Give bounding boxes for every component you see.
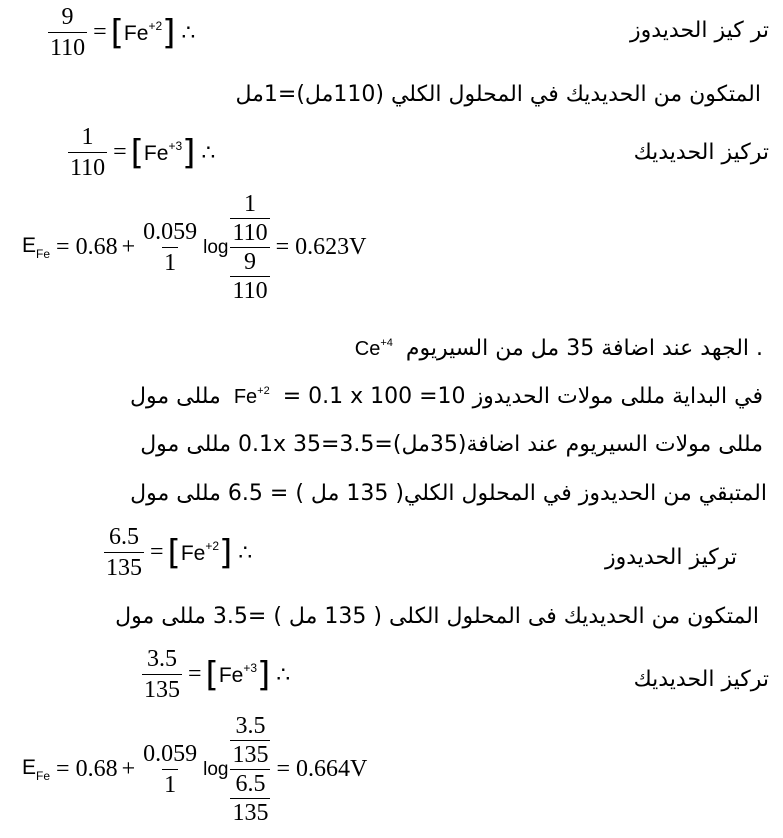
ion-symbol: $Fe^{+2}$ — [123, 19, 163, 45]
potential-symbol: $E_{Fe}$ — [22, 756, 51, 783]
numerator: 1 — [81, 124, 94, 150]
label-ferrous-concentration-2: تركيز الحديدوز — [605, 545, 737, 570]
denominator: 110 — [68, 152, 107, 183]
fe2-concentration-expression-1: $\frac{9}{110}$ = [ $Fe^{+2}$ ] ∴ — [50, 4, 196, 61]
line-cerium-mmol: مللى مولات السيريوم عند اضافة(35مل)=0.1x 35=3.5 مللى مول — [140, 432, 763, 457]
label-ferrous-concentration-1: تر كيز الحديدوز — [630, 18, 769, 43]
fraction: $\frac{3.5}{135}$ — [144, 646, 180, 703]
fe3-concentration-expression-2: $\frac{3.5}{135}$ = [ $Fe^{+3}$ ] ∴ — [144, 646, 291, 703]
fe3-concentration-expression-1: $\frac{1}{110}$ = [ $Fe^{+3}$ ] ∴ — [70, 124, 216, 181]
potential-symbol: $E_{Fe}$ — [22, 234, 51, 261]
line-remaining-ferrous: المتبقي من الحديدوز في المحلول الكلي( 135 مل ) = 6.5 مللى مول — [130, 481, 767, 506]
line-cerium-addition: . الجهد عند اضافة 35 مل من السيريوم $Ce^{+4}$ — [354, 336, 763, 361]
line-ferric-formed-2: المتكون من الحديديك فى المحلول الكلى ( 135 مل ) =3.5 مللى مول — [115, 604, 759, 629]
concentration-ratio: 1 110 9 110 — [232, 191, 268, 304]
concentration-ratio: 3.5 135 6.5 135 — [232, 713, 269, 826]
nernst-factor: $\frac{0.059}{1}$ — [143, 219, 198, 276]
numerator: 9 — [61, 4, 74, 30]
fraction — [68, 122, 107, 183]
fraction: $\frac{6.5}{135}$ — [106, 524, 142, 581]
nernst-equation-1: $E_{Fe}$ = 0.68 + $\frac{0.059}{1}$ log 1 110 9 110 = 0.623V — [22, 191, 367, 304]
nernst-factor: $\frac{0.059}{1}$ — [143, 741, 198, 798]
label-ferric-concentration-1: تركيز الحديديك — [633, 140, 769, 165]
line-ferric-formed-1: المتكون من الحديديك في المحلول الكلي (110مل)=1مل — [235, 82, 761, 107]
denominator: 110 — [48, 32, 87, 63]
ion-symbol: $Fe^{+3}$ — [143, 139, 183, 165]
label-ferric-concentration-2: تركيز الحديديك — [633, 667, 769, 692]
line-initial-ferrous-mmol: في البداية مللى مولات الحديدوز $Fe^{+2} = 0.1$ x 100 =10 مللى مول — [130, 384, 763, 409]
fraction — [48, 2, 87, 63]
fe2-concentration-expression-2: $\frac{6.5}{135}$ = [ $Fe^{+2}$ ] ∴ — [106, 524, 253, 581]
result-potential: = 0.623V — [275, 234, 367, 260]
nernst-equation-2: $E_{Fe}$ = 0.68 + $\frac{0.059}{1}$ log 3.5 135 6.5 135 = 0.664V — [22, 713, 368, 826]
result-potential: = 0.664V — [276, 756, 368, 782]
